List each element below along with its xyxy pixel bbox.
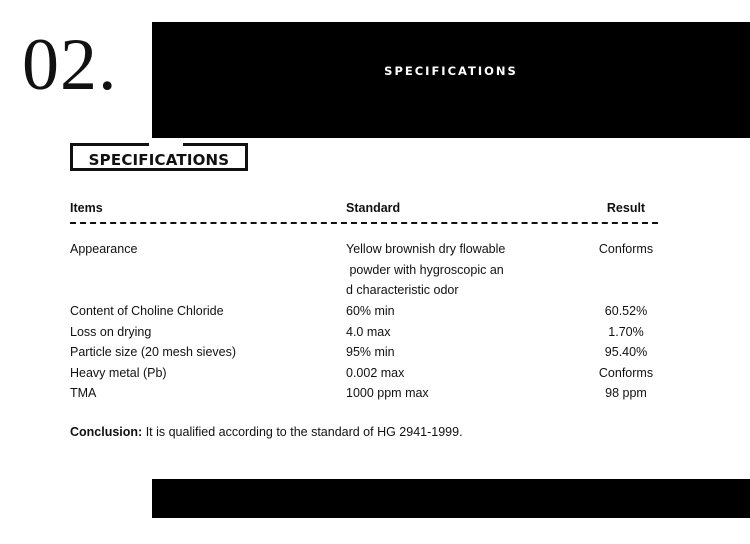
header-divider [70,222,658,224]
conclusion-text: It is qualified according to the standard of HG 2941-1999. [142,425,463,439]
box-title: SPECIFICATIONS [88,151,230,169]
section-number: 02. [22,24,118,106]
row-standard: 95% min [346,345,395,360]
row-standard-line: d characteristic odor [346,283,459,298]
row-result: Conforms [598,365,654,380]
header-result: Result [606,201,646,215]
row-standard-line: powder with hygroscopic an [346,262,504,277]
row-standard-line: Yellow brownish dry flowable [346,242,506,256]
box-top-left-stroke [70,143,149,146]
row-standard: 0.002 max [346,365,405,380]
row-result: 1.70% [608,324,644,339]
row-item: Appearance [70,242,138,256]
row-item: Content of Choline Chloride [70,304,224,318]
conclusion [70,425,463,439]
banner-title: SPECIFICATIONS [384,64,518,78]
row-result: 95.40% [604,345,648,360]
row-result: Conforms [598,242,654,256]
header-items: Items [70,201,103,215]
row-item: Loss on drying [70,324,152,339]
row-item: Particle size (20 mesh sieves) [70,345,237,360]
box-top-right-stroke [183,143,248,146]
row-result: 60.52% [604,304,648,318]
row-standard: 4.0 max [346,324,391,339]
row-item: Heavy metal (Pb) [70,365,167,380]
row-standard: 1000 ppm max [346,386,429,401]
row-item: TMA [70,386,97,401]
conclusion-label: Conclusion: [70,425,143,439]
row-result: 98 ppm [605,386,647,401]
header-standard: Standard [346,201,401,215]
row-standard: 60% min [346,304,395,318]
